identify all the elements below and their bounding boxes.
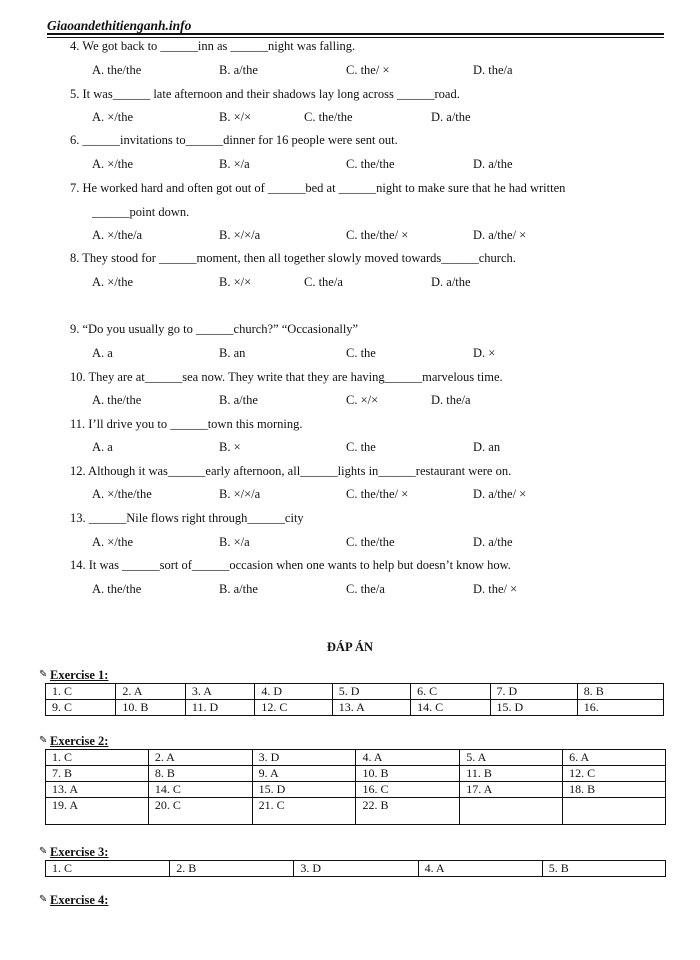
- answer-option: D. a/the: [431, 275, 471, 289]
- answer-option: C. the/ ×: [346, 63, 390, 77]
- answer-option: C. the: [346, 440, 376, 454]
- question-text: 6. ______invitations to______dinner for 16 people were sent out.: [70, 133, 398, 147]
- exercise-2-table: [45, 749, 666, 825]
- answer-option: A. a: [92, 346, 113, 360]
- answer-cell: 15. D: [490, 700, 577, 716]
- site-title: Giaoandethitienganh.info: [47, 18, 192, 33]
- header-rule: [47, 33, 664, 35]
- answer-cell: 2. B: [170, 861, 294, 877]
- answer-option: B. ×/×: [219, 275, 252, 289]
- answer-option: B. ×/×: [219, 110, 252, 124]
- exercise-3-table: [45, 860, 666, 877]
- answer-cell: 6. C: [411, 684, 490, 700]
- answer-option: C. the/the: [346, 535, 395, 549]
- pencil-icon: ✎: [39, 846, 48, 857]
- question-text: 10. They are at______sea now. They write that they are having______marvelous time.: [70, 370, 503, 384]
- pencil-icon: ✎: [39, 894, 48, 905]
- answer-option: B. ×/×/a: [219, 487, 261, 501]
- answer-option: B. ×/a: [219, 157, 250, 171]
- answer-option: D. the/a: [431, 393, 471, 407]
- answer-cell: 4. A: [356, 750, 460, 766]
- answer-option: D. a/the: [473, 157, 513, 171]
- answer-option: C. the/the/ ×: [346, 228, 409, 242]
- answer-cell: 2. A: [148, 750, 252, 766]
- answer-cell: 3. A: [185, 684, 255, 700]
- answer-cell: 5. A: [460, 750, 563, 766]
- answer-cell: 15. D: [252, 782, 356, 798]
- pencil-icon: ✎: [39, 735, 48, 746]
- answer-option: A. ×/the/the: [92, 487, 152, 501]
- answer-option: B. ×: [219, 440, 241, 454]
- question-text: ______point down.: [92, 205, 190, 219]
- answer-cell: 5. D: [332, 684, 410, 700]
- answer-option: D. a/the: [431, 110, 471, 124]
- answer-cell: 2. A: [116, 684, 186, 700]
- answer-row: [46, 766, 666, 782]
- question-text: 5. It was______ late afternoon and their shadows lay long across ______road.: [70, 87, 460, 101]
- answer-option: D. the/ ×: [473, 582, 518, 596]
- answer-option: B. an: [219, 346, 246, 360]
- answer-cell: 16. C: [356, 782, 460, 798]
- answer-cell: 3. D: [294, 861, 418, 877]
- answer-option: A. a: [92, 440, 113, 454]
- answer-cell: 16.: [577, 700, 663, 716]
- answer-cell: 14. C: [411, 700, 490, 716]
- answer-row: [46, 798, 666, 825]
- answer-option: A. ×/the: [92, 157, 134, 171]
- exercise-3-title: ✎ Exercise 3:: [39, 845, 109, 859]
- exercise-1-title: ✎ Exercise 1:: [39, 668, 109, 682]
- answer-cell: 18. B: [563, 782, 666, 798]
- answer-cell: 19. A: [46, 798, 149, 825]
- answer-cell: 4. A: [418, 861, 542, 877]
- answer-row: [46, 700, 664, 716]
- answer-cell: 10. B: [116, 700, 186, 716]
- answer-cell: 12. C: [255, 700, 332, 716]
- exercise-4-title: ✎ Exercise 4:: [39, 893, 109, 907]
- answer-option: C. the/the/ ×: [346, 487, 409, 501]
- question-text: 12. Although it was______early afternoon, all______lights in______restaurant were on.: [70, 464, 512, 478]
- answer-row: [46, 684, 664, 700]
- answer-cell: 14. C: [148, 782, 252, 798]
- answer-option: C. the/a: [304, 275, 343, 289]
- answer-cell: 9. A: [252, 766, 356, 782]
- question-text: 13. ______Nile flows right through______city: [70, 511, 304, 525]
- answer-row: [46, 782, 666, 798]
- answer-row: [46, 750, 666, 766]
- answer-option: D. a/the: [473, 535, 513, 549]
- answer-option: D. the/a: [473, 63, 513, 77]
- question-text: 7. He worked hard and often got out of ______bed at ______night to make sure that he had written: [70, 181, 566, 195]
- answer-cell: 7. B: [46, 766, 149, 782]
- answer-cell: 5. B: [542, 861, 665, 877]
- answer-option: A. the/the: [92, 582, 142, 596]
- answer-cell: 13. A: [46, 782, 149, 798]
- answer-cell: [563, 798, 666, 825]
- answer-option: D. ×: [473, 346, 496, 360]
- question-text: 14. It was ______sort of______occasion when one wants to help but doesn’t know how.: [70, 558, 511, 572]
- answer-option: D. an: [473, 440, 501, 454]
- answer-option: B. a/the: [219, 582, 258, 596]
- answer-cell: 12. C: [563, 766, 666, 782]
- answer-cell: 17. A: [460, 782, 563, 798]
- question-text: 9. “Do you usually go to ______church?” “Occasionally”: [70, 322, 359, 336]
- answer-option: C. the/the: [304, 110, 353, 124]
- answer-option: B. a/the: [219, 393, 258, 407]
- answer-cell: 22. B: [356, 798, 460, 825]
- answer-option: D. a/the/ ×: [473, 487, 527, 501]
- question-text: 8. They stood for ______moment, then all together slowly moved towards______church.: [70, 251, 516, 265]
- answer-cell: 21. C: [252, 798, 356, 825]
- answer-cell: 1. C: [46, 684, 116, 700]
- answer-option: B. ×/a: [219, 535, 250, 549]
- answer-cell: 4. D: [255, 684, 332, 700]
- answer-option: A. ×/the: [92, 110, 134, 124]
- answer-option: A. the/the: [92, 63, 142, 77]
- answer-option: B. a/the: [219, 63, 258, 77]
- exercise-1-table: [45, 683, 664, 716]
- answer-option: C. the: [346, 346, 376, 360]
- exercise-2-title: ✎ Exercise 2:: [39, 734, 109, 748]
- answer-cell: 3. D: [252, 750, 356, 766]
- answer-option: D. a/the/ ×: [473, 228, 527, 242]
- answer-option: C. ×/×: [346, 393, 379, 407]
- question-text: 11. I’ll drive you to ______town this morning.: [70, 417, 303, 431]
- answer-option: A. ×/the: [92, 535, 134, 549]
- answer-cell: 7. D: [490, 684, 577, 700]
- answer-option: A. ×/the/a: [92, 228, 143, 242]
- answer-row: [46, 861, 666, 877]
- answer-cell: [460, 798, 563, 825]
- answer-cell: 6. A: [563, 750, 666, 766]
- answer-option: A. the/the: [92, 393, 142, 407]
- answer-key-title: ĐÁP ÁN: [326, 640, 374, 654]
- answer-cell: 20. C: [148, 798, 252, 825]
- answer-cell: 11. D: [185, 700, 255, 716]
- answer-option: C. the/the: [346, 157, 395, 171]
- question-text: 4. We got back to ______inn as ______night was falling.: [70, 39, 356, 53]
- page-header: [47, 14, 664, 38]
- answer-cell: 10. B: [356, 766, 460, 782]
- answer-cell: 8. B: [148, 766, 252, 782]
- answer-option: A. ×/the: [92, 275, 134, 289]
- answer-cell: 1. C: [46, 750, 149, 766]
- answer-option: C. the/a: [346, 582, 385, 596]
- answer-cell: 8. B: [577, 684, 663, 700]
- answer-cell: 9. C: [46, 700, 116, 716]
- header-rule-thin: [47, 37, 664, 38]
- answer-cell: 1. C: [46, 861, 170, 877]
- pencil-icon: ✎: [39, 669, 48, 680]
- answer-cell: 11. B: [460, 766, 563, 782]
- answer-cell: 13. A: [332, 700, 410, 716]
- answer-option: B. ×/×/a: [219, 228, 261, 242]
